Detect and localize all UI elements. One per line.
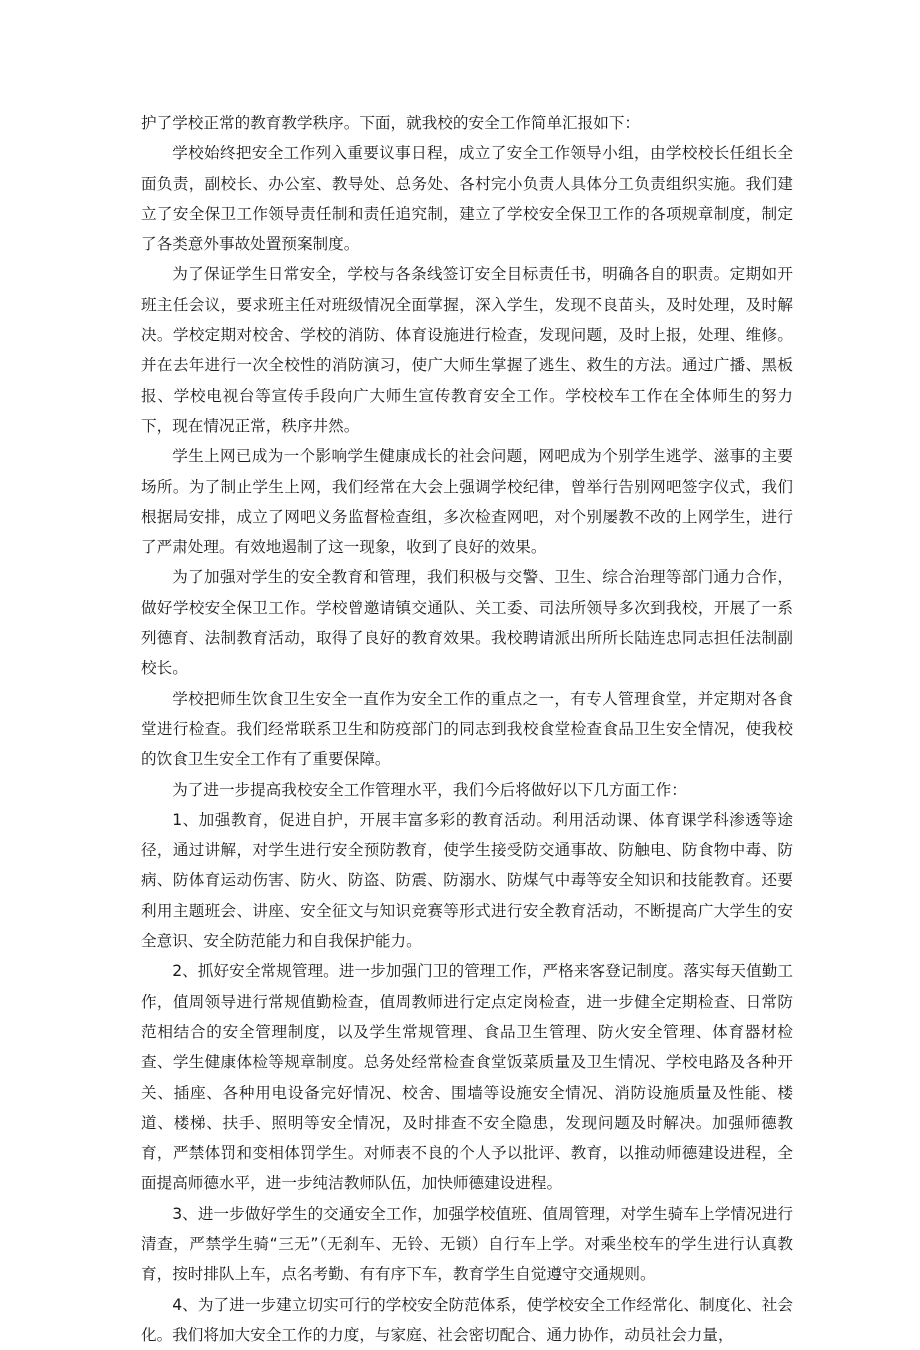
paragraph-leadership: 学校始终把安全工作列入重要议事日程，成立了安全工作领导小组，由学校校长任组长全面负责，副校长、办公室、教导处、总务处、各村完小负责人具体分工负责组织实施。我们建立了安全保卫工作领导责任制和责任追究制，建立了学校安全保卫工作的各项规章制度，制定了各类意外事故处置预案制度。 <box>141 144 793 254</box>
paragraph-item-1: 1、加强教育，促进自护，开展丰富多彩的教育活动。利用活动课、体育课学科渗透等途径，通过讲解，对学生进行安全预防教育，使学生接受防交通事故、防触电、防食物中毒、防病、防体育运动伤害、防火、防盗、防震、防溺水、防煤气中毒等安全知识和技能教育。还要利用主题班会、讲座、安全征文与知识竞赛等形式进行安全教育活动，不断提高广大学生的安全意识、安全防范能力和自我保护能力。 <box>141 810 793 951</box>
paragraph-daily-safety: 为了保证学生日常安全，学校与各条线签订安全目标责任书，明确各自的职责。定期如开班主任会议，要求班主任对班级情况全面掌握，深入学生，发现不良苗头，及时处理，及时解决。学校定期对校舍、学校的消防、体育设施进行检查，发现问题，及时上报，处理、维修。并在去年进行一次全校性的消防演习，使广大师生掌握了逃生、救生的方法。通过广播、黑板报、学校电视台等宣传手段向广大师生宣传教育安全工作。学校校车工作在全体师生的努力下，现在情况正常，秩序井然。 <box>141 265 793 435</box>
paragraph-item-2: 2、抓好安全常规管理。进一步加强门卫的管理工作，严格来客登记制度。落实每天值勤工作，值周领导进行常规值勤检查，值周教师进行定点定岗检查，进一步健全定期检查、日常防范相结合的安全管理制度，以及学生常规管理、食品卫生管理、防火安全管理、体育器材检查、学生健康体检等规章制度。总务处经常检查食堂饭菜质量及卫生情况、学校电路及各种开关、插座、各种用电设备完好情况、校舍、围墙等设施安全情况、消防设施质量及性能、楼道、楼梯、扶手、照明等安全情况，及时排查不安全隐患，发现问题及时解决。加强师德教育，严禁体罚和变相体罚学生。对师表不良的个人予以批评、教育，以推动师德建设进程，全面提高师德水平，进一步纯洁教师队伍，加快师德建设进程。 <box>141 962 793 1193</box>
paragraph-future-work: 为了进一步提高我校安全工作管理水平，我们今后将做好以下几方面工作： <box>172 780 687 799</box>
paragraph-continuation: 护了学校正常的教育教学秩序。下面，就我校的安全工作简单汇报如下： <box>141 114 641 132</box>
paragraph-cooperation: 为了加强对学生的安全教育和管理，我们积极与交警、卫生、综合治理等部门通力合作，做好学校安全保卫工作。学校曾邀请镇交通队、关工委、司法所领导多次到我校，开展了一系列德育、法制教育活动，取得了良好的教育效果。我校聘请派出所所长陆连忠同志担任法制副校长。 <box>141 568 793 678</box>
paragraph-item-4: 4、为了进一步建立切实可行的学校安全防范体系，使学校安全工作经常化、制度化、社会化。我们将加大安全工作的力度，与家庭、社会密切配合、通力协作，动员社会力量， <box>141 1295 793 1344</box>
paragraph-food-safety: 学校把师生饮食卫生安全一直作为安全工作的重点之一，有专人管理食堂，并定期对各食堂进行检查。我们经常联系卫生和防疫部门的同志到我校食堂检查食品卫生安全情况，使我校的饮食卫生安全工作有了重要保障。 <box>141 689 793 769</box>
document-body <box>141 108 793 1350</box>
paragraph-item-3: 3、进一步做好学生的交通安全工作，加强学校值班、值周管理，对学生骑车上学情况进行清查，严禁学生骑“三无”（无刹车、无铃、无锁）自行车上学。对乘坐校车的学生进行认真教育，按时排队上车，点名考勤、有有序下车，教育学生自觉遵守交通规则。 <box>141 1204 793 1284</box>
paragraph-internet-cafe: 学生上网已成为一个影响学生健康成长的社会问题，网吧成为个别学生逃学、滋事的主要场所。为了制止学生上网，我们经常在大会上强调学校纪律，曾举行告别网吧签字仪式，我们根据局安排，成立了网吧义务监督检查组，多次检查网吧，对个别屡教不改的上网学生，进行了严肃处理。有效地遏制了这一现象，收到了良好的效果。 <box>141 447 793 557</box>
